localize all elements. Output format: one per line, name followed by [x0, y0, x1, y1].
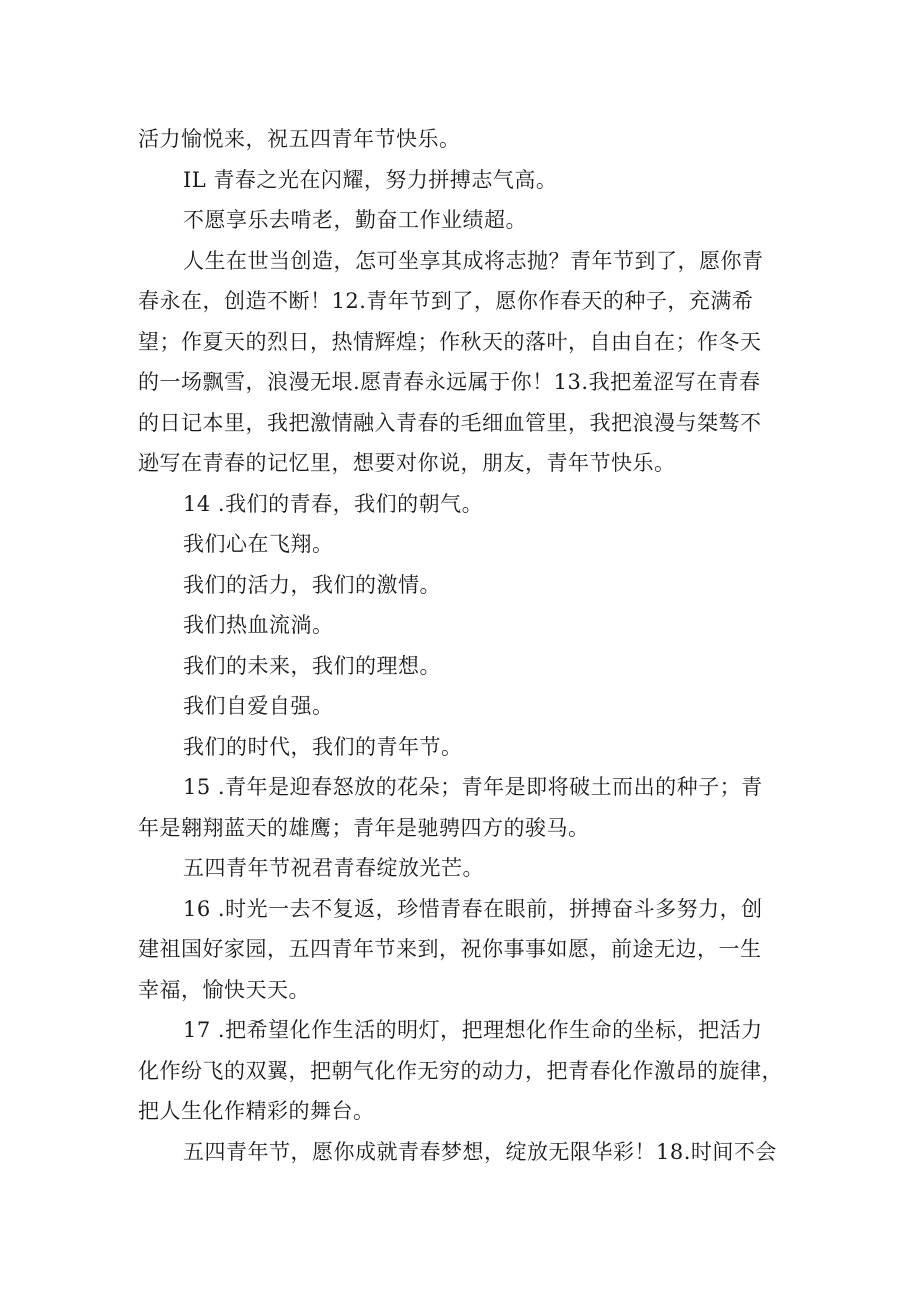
text-line: 化作纷飞的双翼，把朝气化作无穷的动力，把青春化作激昂的旋律， — [138, 1058, 783, 1083]
paragraph-continuation — [138, 1051, 798, 1132]
text-line: 16 .时光一去不复返，珍惜青春在眼前，拼搏奋斗多努力，创 — [183, 896, 763, 921]
text-line: 春永在，创造不断！12.青年节到了，愿你作春天的种子，充满希 — [138, 289, 754, 313]
text-line: 逊写在青春的记忆里，想要对你说，朋友，青年节快乐。 — [138, 451, 676, 475]
text-line: 五四青年节，愿你成就青春梦想，绽放无限华彩！18.时间不会 — [183, 1139, 777, 1164]
document-page — [138, 119, 798, 1172]
paragraph — [138, 484, 798, 525]
text-line: 把人生化作精彩的舞台。 — [138, 1099, 375, 1123]
paragraph — [138, 160, 798, 201]
paragraph — [138, 686, 798, 727]
paragraph — [138, 727, 798, 768]
text-line: 人生在世当创造，怎可坐享其成将志抛？青年节到了，愿你青 — [183, 248, 764, 273]
paragraph — [138, 889, 798, 930]
paragraph — [138, 1132, 798, 1173]
text-line: 我们心在飞翔。 — [183, 532, 334, 556]
text-line: 五四青年节祝君青春绽放光芒。 — [183, 856, 484, 880]
paragraph — [138, 848, 798, 889]
paragraph — [138, 241, 798, 282]
paragraph — [138, 524, 798, 565]
paragraph — [138, 565, 798, 606]
text-line: 14 .我们的青春，我们的朝气。 — [183, 491, 484, 516]
text-line: 建祖国好家园，五四青年节来到，祝你事事如愿，前途无边，一生 — [138, 937, 762, 961]
paragraph — [138, 646, 798, 687]
text-line: 不愿享乐去啃老，勤奋工作业绩超。 — [183, 208, 527, 232]
paragraph-continuation — [138, 808, 798, 849]
text-line: 我们自爱自强。 — [183, 694, 334, 718]
text-line: 的一场飘雪，浪漫无垠.愿青春永远属于你！13.我把羞涩写在青春 — [138, 370, 761, 394]
paragraph — [138, 605, 798, 646]
paragraph — [138, 1010, 798, 1051]
paragraph — [138, 119, 798, 160]
text-line: 望；作夏天的烈日，热情辉煌；作秋天的落叶，自由自在；作冬天 — [138, 329, 762, 354]
text-line: 年是翱翔蓝天的雄鹰；青年是驰骋四方的骏马。 — [138, 815, 590, 840]
text-line: 15 .青年是迎春怒放的花朵；青年是即将破土而出的种子；青 — [183, 775, 763, 799]
text-line: IL 青春之光在闪耀，努力拼搏志气高。 — [183, 167, 558, 192]
text-line: 幸福，愉快天天。 — [138, 977, 310, 1002]
text-line: 我们的未来，我们的理想。 — [183, 653, 441, 678]
text-line: 的日记本里，我把激情融入青春的毛细血管里，我把浪漫与桀骜不 — [138, 410, 762, 435]
paragraph — [138, 200, 798, 241]
text-line: 我们的时代，我们的青年节。 — [183, 734, 463, 759]
text-line: 17 .把希望化作生活的明灯，把理想化作生命的坐标，把活力 — [183, 1018, 763, 1042]
text-line: 我们的活力，我们的激情。 — [183, 572, 441, 597]
paragraph — [138, 767, 798, 808]
paragraph-continuation — [138, 281, 798, 484]
text-line: 活力愉悦来，祝五四青年节快乐。 — [138, 127, 461, 151]
paragraph-continuation — [138, 929, 798, 1010]
text-line: 我们热血流淌。 — [183, 613, 334, 637]
